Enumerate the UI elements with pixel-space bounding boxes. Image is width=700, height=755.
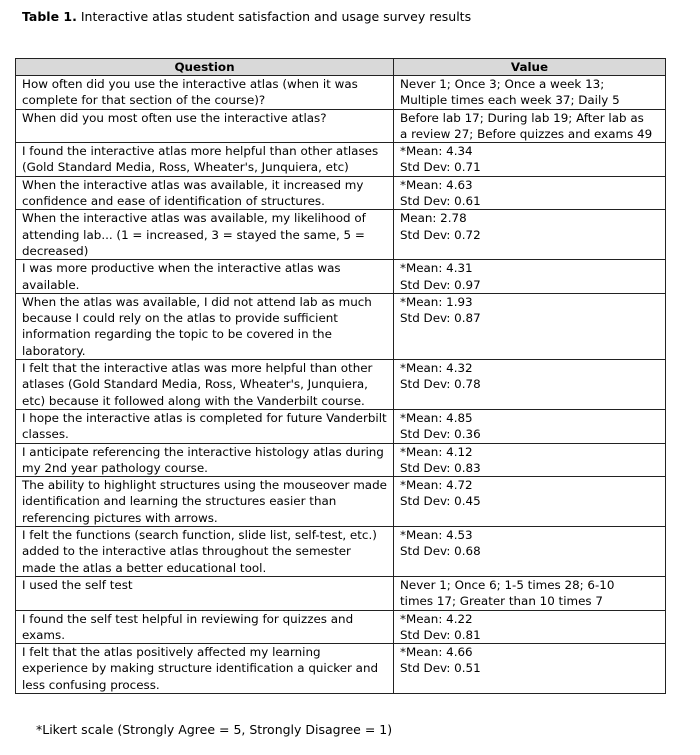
question-text: I was more productive when the interactive atlas was available. bbox=[22, 261, 341, 292]
question-text: I found the interactive atlas more helpful than other atlases (Gold Standard Media, Ross, Wheater's, Junquiera, etc) bbox=[22, 144, 379, 175]
question-cell bbox=[16, 610, 394, 644]
question-cell bbox=[16, 109, 394, 143]
question-text: I felt that the interactive atlas was more helpful than other atlases (Gold Standard Media, Ross, Wheater's, Junquiera, etc) because it followed along with the Vanderbilt course. bbox=[22, 361, 373, 408]
question-cell bbox=[16, 210, 394, 260]
table-row bbox=[16, 143, 666, 177]
question-cell bbox=[16, 409, 394, 443]
value-cell bbox=[394, 260, 666, 294]
question-cell bbox=[16, 360, 394, 410]
value-line: *Mean: 4.32 bbox=[400, 361, 473, 376]
value-cell bbox=[394, 360, 666, 410]
question-cell bbox=[16, 176, 394, 210]
value-line: Never 1; Once 6; 1-5 times 28; 6-10 bbox=[400, 577, 615, 592]
table-row bbox=[16, 443, 666, 477]
footnote: *Likert scale (Strongly Agree = 5, Strongly Disagree = 1) bbox=[36, 722, 393, 737]
question-text: I anticipate referencing the interactive histology atlas during my 2nd year pathology course. bbox=[22, 444, 384, 475]
question-cell bbox=[16, 76, 394, 110]
value-line: Std Dev: 0.87 bbox=[400, 311, 481, 326]
question-text: When the interactive atlas was available, it increased my confidence and ease of identification of structures. bbox=[22, 177, 364, 209]
value-cell bbox=[394, 176, 666, 210]
value-line: *Mean: 4.12 bbox=[400, 444, 473, 459]
table-body bbox=[16, 76, 666, 694]
value-line: *Mean: 4.85 bbox=[400, 410, 473, 425]
table-row bbox=[16, 610, 666, 644]
value-cell bbox=[394, 76, 666, 110]
value-cell bbox=[394, 293, 666, 359]
table-row bbox=[16, 409, 666, 443]
value-line: *Mean: 4.66 bbox=[400, 645, 473, 660]
column-header-question: Question bbox=[16, 59, 394, 76]
question-text: I found the self test helpful in reviewing for quizzes and exams. bbox=[22, 611, 354, 642]
value-line: *Mean: 4.72 bbox=[400, 478, 473, 493]
table-row bbox=[16, 644, 666, 694]
value-line: *Mean: 4.53 bbox=[400, 528, 473, 543]
value-line: Mean: 2.78 bbox=[400, 211, 467, 226]
value-cell bbox=[394, 644, 666, 694]
question-text: How often did you use the interactive atlas (when it was complete for that section of the course)? bbox=[22, 77, 358, 108]
value-line: *Mean: 4.22 bbox=[400, 611, 473, 626]
value-cell bbox=[394, 210, 666, 260]
value-cell bbox=[394, 409, 666, 443]
question-cell bbox=[16, 527, 394, 577]
value-line: Before lab 17; During lab 19; After lab as bbox=[400, 110, 644, 125]
question-cell bbox=[16, 477, 394, 527]
value-line: Multiple times each week 37; Daily 5 bbox=[400, 93, 620, 108]
value-line: *Mean: 1.93 bbox=[400, 294, 473, 309]
value-line: Never 1; Once 3; Once a week 13; bbox=[400, 77, 605, 91]
question-cell bbox=[16, 260, 394, 294]
question-text: I felt that the atlas positively affected my learning experience by making structure identification a quicker and less confusing process. bbox=[22, 645, 379, 692]
question-text: I felt the functions (search function, slide list, self-test, etc.) added to the interactive atlas throughout the semester made the atlas a better educational tool. bbox=[22, 528, 377, 575]
value-line: Std Dev: 0.78 bbox=[400, 377, 481, 392]
table-row bbox=[16, 260, 666, 294]
question-text: When did you most often use the interactive atlas? bbox=[22, 110, 327, 125]
question-text: The ability to highlight structures using the mouseover made identification and learning the structures easier than referencing pictures with arrows. bbox=[22, 478, 387, 525]
value-line: times 17; Greater than 10 times 7 bbox=[400, 594, 603, 609]
value-cell bbox=[394, 610, 666, 644]
table-row bbox=[16, 176, 666, 210]
value-line: *Mean: 4.34 bbox=[400, 144, 473, 159]
value-line: *Mean: 4.63 bbox=[400, 177, 473, 192]
table-row bbox=[16, 210, 666, 260]
value-line: Std Dev: 0.45 bbox=[400, 494, 481, 509]
value-line: Std Dev: 0.71 bbox=[400, 160, 481, 175]
value-line: Std Dev: 0.81 bbox=[400, 627, 481, 642]
value-cell bbox=[394, 143, 666, 177]
table-caption bbox=[22, 9, 471, 25]
table-row bbox=[16, 576, 666, 610]
value-line: Std Dev: 0.36 bbox=[400, 427, 481, 442]
value-line: *Mean: 4.31 bbox=[400, 261, 473, 276]
question-text: I hope the interactive atlas is completed for future Vanderbilt classes. bbox=[22, 410, 387, 442]
value-line: Std Dev: 0.97 bbox=[400, 277, 481, 292]
value-cell bbox=[394, 576, 666, 610]
value-line: Std Dev: 0.51 bbox=[400, 661, 481, 676]
value-line: a review 27; Before quizzes and exams 49 bbox=[400, 126, 653, 141]
caption-label: Table 1. bbox=[22, 9, 77, 24]
table-row bbox=[16, 477, 666, 527]
question-cell bbox=[16, 576, 394, 610]
question-cell bbox=[16, 143, 394, 177]
table-row bbox=[16, 527, 666, 577]
table-row bbox=[16, 109, 666, 143]
question-cell bbox=[16, 644, 394, 694]
table-row bbox=[16, 293, 666, 359]
question-text: When the atlas was available, I did not attend lab as much because I could rely on the atlas to provide sufficient information regarding the topic to be covered in the laboratory. bbox=[22, 294, 372, 358]
value-cell bbox=[394, 477, 666, 527]
value-cell bbox=[394, 527, 666, 577]
table-row bbox=[16, 76, 666, 110]
value-line: Std Dev: 0.61 bbox=[400, 194, 481, 209]
column-header-value: Value bbox=[394, 59, 666, 76]
caption-text: Interactive atlas student satisfaction and usage survey results bbox=[76, 9, 472, 24]
question-cell bbox=[16, 293, 394, 359]
table-header-row bbox=[16, 59, 666, 76]
question-text: I used the self test bbox=[22, 577, 133, 592]
table-row bbox=[16, 360, 666, 410]
value-line: Std Dev: 0.68 bbox=[400, 544, 481, 559]
survey-results-table bbox=[15, 58, 666, 694]
question-cell bbox=[16, 443, 394, 477]
question-text: When the interactive atlas was available, my likelihood of attending lab... (1 = increased, 3 = stayed the same, 5 = decreased) bbox=[22, 211, 366, 258]
value-line: Std Dev: 0.72 bbox=[400, 227, 481, 242]
value-cell bbox=[394, 443, 666, 477]
value-line: Std Dev: 0.83 bbox=[400, 460, 481, 475]
value-cell bbox=[394, 109, 666, 143]
